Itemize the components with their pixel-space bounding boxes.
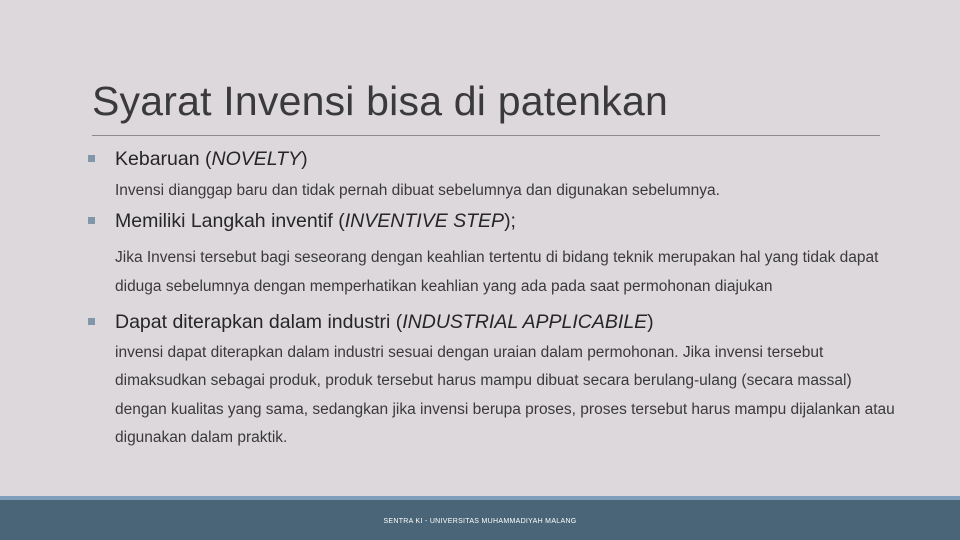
heading-text: Memiliki Langkah inventif ( <box>115 209 345 232</box>
footer-text: SENTRA KI - UNIVERSITAS MUHAMMADIYAH MALANG <box>383 518 577 525</box>
heading-suffix: ); <box>504 209 516 232</box>
bullet-heading-row <box>88 148 888 171</box>
bullet-description: Jika Invensi tersebut bagi seseorang dengan keahlian tertentu di bidang teknik merupakan hal yang tidak dapat diduga sebelumnya dengan memperhatikan keahlian yang ada pada saat permohonan diajukan <box>115 248 879 295</box>
slide-title: Syarat Invensi bisa di patenkan <box>92 78 668 124</box>
list-item-novelty <box>88 148 888 206</box>
square-bullet-icon <box>88 217 95 224</box>
bullet-heading <box>115 148 308 171</box>
title-divider <box>92 135 880 136</box>
heading-text: Kebaruan ( <box>115 148 212 170</box>
bullet-list <box>88 148 895 453</box>
heading-text: Dapat diterapkan dalam industri ( <box>115 310 403 333</box>
bullet-description: invensi dapat diterapkan dalam industri sesuai dengan uraian dalam permohonan. Jika invensi tersebut dimaksudkan sebagai produk, produk tersebut harus mampu dibuat secara berulang-ulang (secara massal) dengan kualitas yang sama, sedangkan jika invensi berupa proses, proses tersebut harus mampu dijalankan atau digunakan dalam praktik. <box>115 343 895 446</box>
bullet-heading-row <box>88 311 888 334</box>
square-bullet-icon <box>88 155 95 162</box>
heading-suffix: ) <box>301 148 308 170</box>
heading-italic-term: NOVELTY <box>211 148 302 170</box>
list-item-inventive-step <box>88 210 888 301</box>
heading-italic-term: INDUSTRIAL APPLICABILE <box>402 310 648 333</box>
bullet-heading <box>115 311 654 334</box>
list-item-industrial-applicable <box>88 310 895 453</box>
bullet-heading <box>115 210 516 233</box>
bullet-heading-row <box>88 210 888 233</box>
square-bullet-icon <box>88 318 95 325</box>
footer-bar <box>0 496 960 540</box>
heading-italic-term: INVENTIVE STEP <box>344 209 505 232</box>
bullet-description: Invensi dianggap baru dan tidak pernah dibuat sebelumnya dan digunakan sebelumnya. <box>115 182 720 199</box>
heading-suffix: ) <box>647 310 654 333</box>
